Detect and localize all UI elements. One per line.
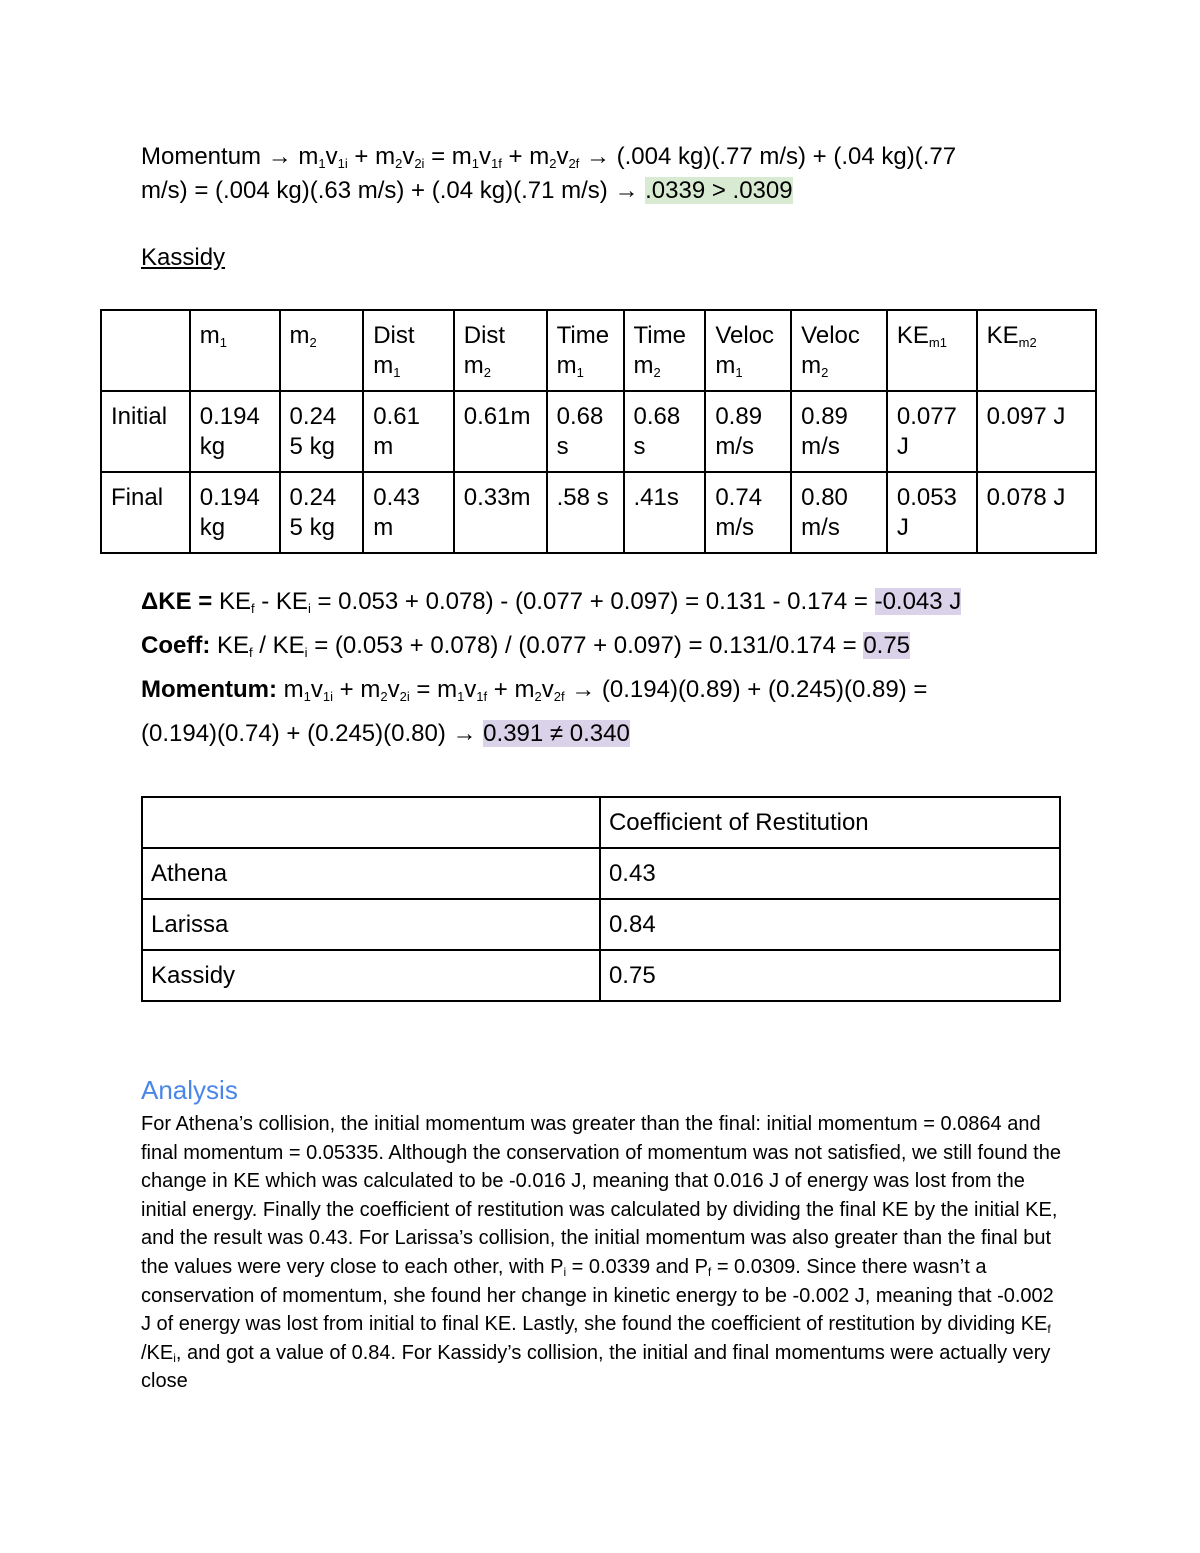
table-row (142, 899, 1060, 950)
table-cell: 0.194 kg (190, 391, 280, 472)
table-row-label: Initial (101, 391, 190, 472)
table-cell: 0.68 s (624, 391, 706, 472)
table-header-cell: Veloc $m_1$ (705, 310, 791, 391)
table-cell: 0.61 m (363, 391, 454, 472)
table-header-cell: Dist $m_2$ (454, 310, 547, 391)
analysis-heading: Analysis (141, 1075, 238, 1105)
momentum-calc-line-1: Momentum: $m_1v_{1i} + m_2v_{2i} = m_1v_{1f} + m_2v_{2f} \to (0.194)(0.89) + (0.245)(0.89)$ = (141, 676, 928, 704)
kassidy-data-table (100, 309, 1097, 554)
table-row (101, 472, 1096, 553)
table-cell: 0.84 (600, 899, 1060, 950)
table-row-label: Larissa (142, 899, 600, 950)
table-header-cell: Time $m_1$ (547, 310, 624, 391)
table-header-cell: $m_2$ (280, 310, 364, 391)
table-cell: 0.75 (600, 950, 1060, 1001)
momentum-equation-line-1: Momentum → $m_1v_{1i} + m_2v_{2i} = m_1v_{1f} + m_2v_{2f} \to (.004$ kg)(.77 m/s) + (.04 kg)(.77 (141, 143, 957, 171)
table-cell: 0.43 m (363, 472, 454, 553)
table-cell: .58 s (547, 472, 624, 553)
momentum-result-highlight: 0.391 ≠ 0.340 (483, 720, 630, 747)
table-header-cell: Dist $m_1$ (363, 310, 454, 391)
restitution-table (141, 796, 1061, 1002)
table-header-cell: $KE_{m2}$ (977, 310, 1096, 391)
table-cell: 0.89 m/s (791, 391, 887, 472)
momentum-equation-line-2: m/s) = (.004 kg)(.63 m/s) + (.04 kg)(.71 m/s) → .0339 > .0309 (141, 177, 793, 204)
table-header-row (142, 797, 1060, 848)
table-cell: 0.24 5 kg (280, 472, 364, 553)
momentum-calc-line-2: (0.194)(0.74) + (0.245)(0.80) → 0.391 ≠ 0.340 (141, 720, 630, 747)
table-cell: 0.194 kg (190, 472, 280, 553)
table-row (142, 848, 1060, 899)
table-cell: 0.80 m/s (791, 472, 887, 553)
table-header-cell: Veloc $m_2$ (791, 310, 887, 391)
table-row (101, 391, 1096, 472)
table-cell: 0.078 J (977, 472, 1096, 553)
table-header-row (101, 310, 1096, 391)
table-header-cell: $m_1$ (190, 310, 280, 391)
table-cell: 0.61m (454, 391, 547, 472)
table-cell: .41s (624, 472, 706, 553)
momentum-result-highlight: .0339 > .0309 (645, 177, 793, 204)
table-cell: 0.053 J (887, 472, 977, 553)
table-row (142, 950, 1060, 1001)
table-cell: 0.43 (600, 848, 1060, 899)
kassidy-heading: Kassidy (141, 244, 226, 271)
table-header-cell: Time $m_2$ (624, 310, 706, 391)
coeff-result-highlight: 0.75 (863, 632, 911, 659)
table-row-label: Final (101, 472, 190, 553)
table-cell: 0.68 s (547, 391, 624, 472)
table-row-label: Kassidy (142, 950, 600, 1001)
table-cell: 0.74 m/s (705, 472, 791, 553)
delta-ke-line: $\Delta KE = KE_f - KE_i = 0.053 + 0.078) - (0.077 + 0.097) = 0.131 - 0.174 = -0.043$ J (141, 588, 962, 616)
coeff-line: Coeff: $KE_f / KE_i = (0.053 + 0.078) / (0.077 + 0.097) = 0.131/0.174 = 0.75$ (141, 632, 911, 660)
table-cell: 0.24 5 kg (280, 391, 364, 472)
table-cell: 0.33m (454, 472, 547, 553)
table-cell (142, 797, 600, 848)
analysis-paragraph: For Athena’s collision, the initial momentum was greater than the final: initial momentum = 0.0864 and final momentum = 0.05335. Although the conservation of momentum was not satisfied, we still found the change in KE which was calculated to be -0.016 J, meaning that 0.016 J of energy was lost from the initial energy. Finally the coefficient of restitution was calculated by dividing the final KE by the initial KE, and the result was 0.43. For Larissa’s collision, the initial momentum was also greater than the final but the values were very close to each other, with $P_i = 0.0339$ and $P_f = 0.0309$. Since there wasn’t a conservation of momentum, she found her change in kinetic energy to be -0.002 J, meaning that -0.002 J of energy was lost from initial to final KE. Lastly, she found the coefficient of restitution by dividing $KE_f$ $/KE_i$, and got a value of 0.84. For Kassidy’s collision, the initial and final momentums were actually very close (141, 1113, 1061, 1393)
table-header-cell: Coefficient of Restitution (600, 797, 1060, 848)
delta-ke-result-highlight: -0.043 J (874, 588, 962, 615)
table-cell: 0.89 m/s (705, 391, 791, 472)
table-cell: 0.097 J (977, 391, 1096, 472)
table-header-cell: $KE_{m1}$ (887, 310, 977, 391)
table-row-label: Athena (142, 848, 600, 899)
table-cell: 0.077 J (887, 391, 977, 472)
table-cell (101, 310, 190, 391)
